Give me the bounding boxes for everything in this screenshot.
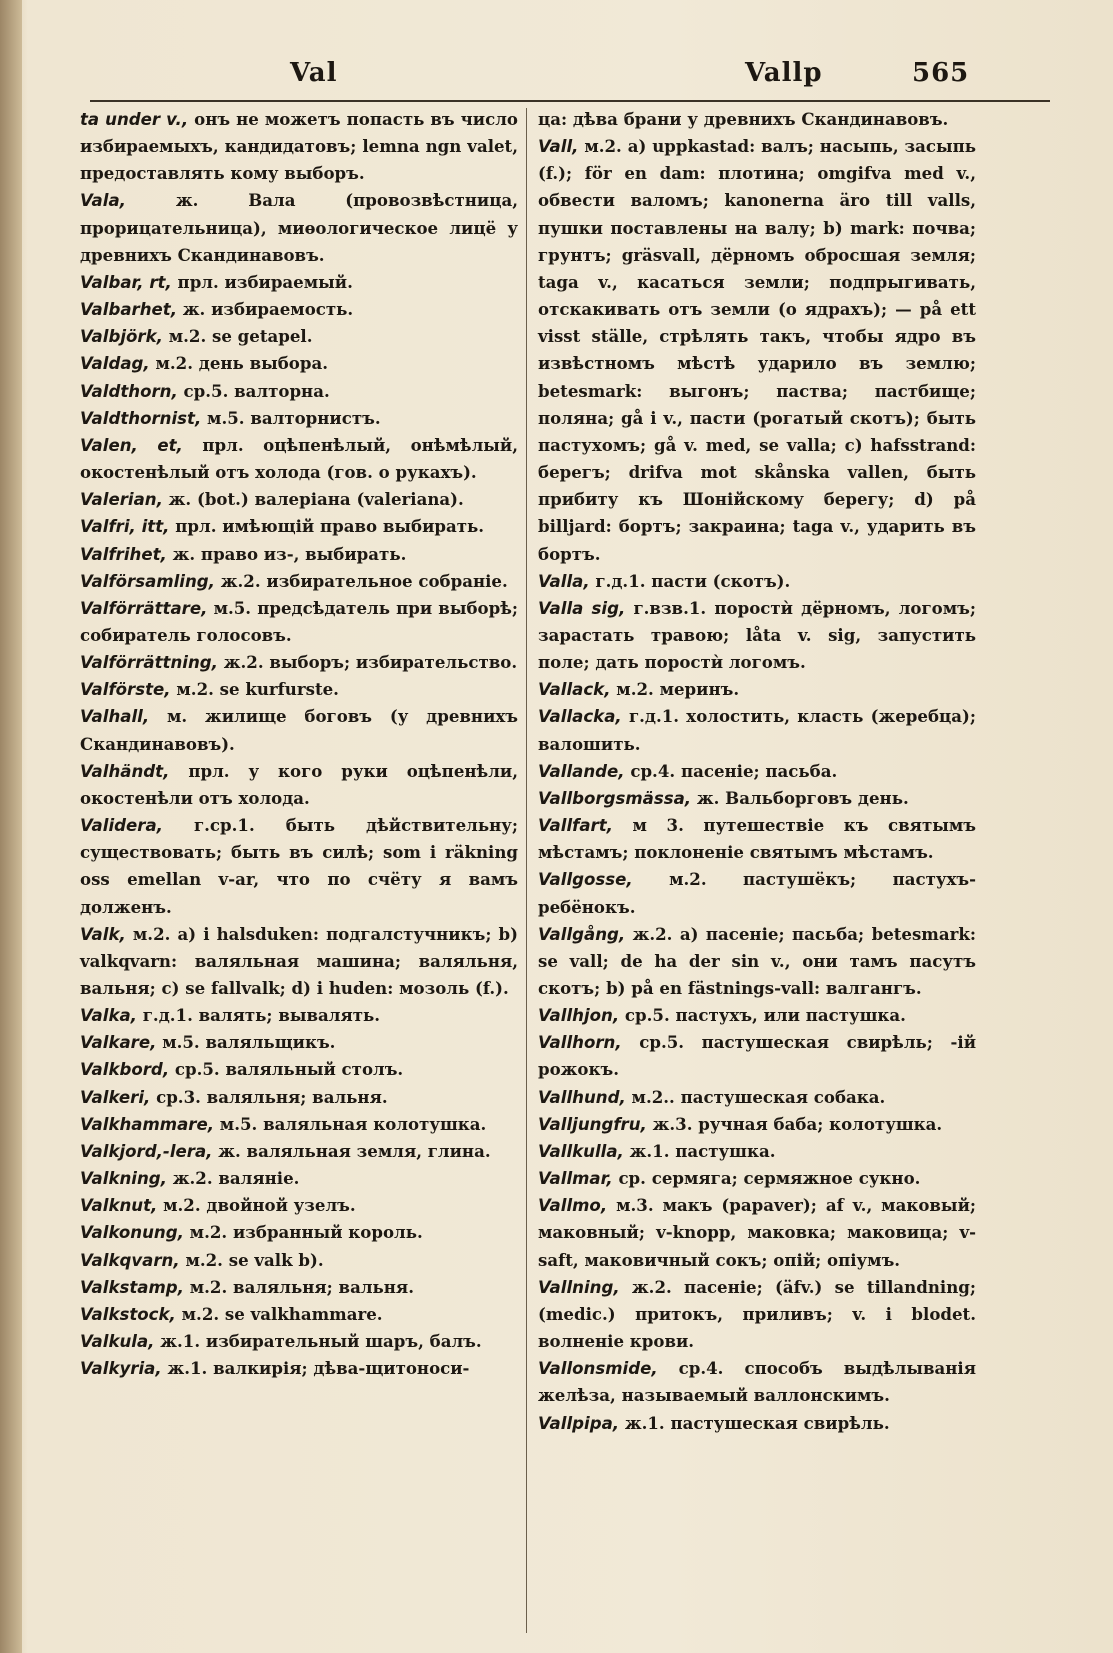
dictionary-entry — [538, 703, 976, 757]
dictionary-entry — [80, 1328, 518, 1355]
definition: ж. право из-, выбирать. — [166, 543, 407, 564]
definition: прл. избираемый. — [171, 271, 353, 292]
definition: ж. избираемость. — [177, 299, 354, 320]
headword: Valkyria, — [80, 1359, 162, 1379]
dictionary-entry — [80, 703, 518, 757]
dictionary-entry — [80, 106, 518, 187]
headword: Valfri, itt, — [80, 517, 170, 537]
dictionary-entry — [538, 568, 976, 595]
dictionary-entry — [538, 1410, 976, 1437]
headword: Valkstock, — [80, 1304, 176, 1324]
headword: Valljungfru, — [538, 1114, 647, 1134]
definition: г.д.1. пасти (скотъ). — [589, 570, 791, 591]
dictionary-entry — [80, 513, 518, 540]
definition: ж. Вальборговъ день. — [691, 787, 909, 808]
headword: Valkstamp, — [80, 1277, 184, 1297]
definition: м.2. se kurfurste. — [170, 679, 339, 700]
definition: прл. оцѣпенѣлый, онѣмѣлый, окостенѣлый отъ холода (гов. о рукахъ). — [80, 434, 518, 483]
headword: Valbjörk, — [80, 327, 163, 347]
right-column — [538, 106, 976, 1437]
definition: ж. валяльная земля, глина. — [212, 1140, 491, 1161]
dictionary-entry — [80, 1247, 518, 1274]
headword: Valkula, — [80, 1332, 155, 1352]
headword: Valka, — [80, 1006, 137, 1026]
dictionary-entry — [80, 541, 518, 568]
headword: Vala, — [80, 191, 126, 211]
definition: м.2. двойной узелъ. — [157, 1195, 356, 1216]
definition: м.2.. пастушеская собака. — [625, 1086, 886, 1107]
definition: ж.2. a) пасеніе; пасьба; betesmark: se vall; de ha der sin v., они тамъ пасутъ скотъ; b) på en fästnings-vall: валгангъ. — [538, 923, 976, 998]
definition: ж.1. избирательный шаръ, балъ. — [154, 1331, 482, 1352]
definition: м.3. макъ (papaver); af v., маковый; маковный; v-knopp, маковка; маковица; v-saft, маковичный сокъ; опій; опіумъ. — [538, 1195, 976, 1270]
dictionary-entry — [538, 133, 976, 568]
definition: м.2. se getapel. — [162, 326, 313, 347]
headword: ta under v., — [80, 110, 189, 129]
dictionary-entry — [538, 1111, 976, 1138]
book-spine-shadow — [0, 0, 22, 1653]
dictionary-entry — [538, 1192, 976, 1273]
definition: м.2. валяльня; вальня. — [183, 1276, 414, 1297]
definition: ж. Вала (провозвѣстница, прорицательница), миѳологическое лицё у древнихъ Скандинавовъ. — [80, 190, 518, 265]
headword: Valla sig, — [538, 598, 626, 618]
headword: Vallhjon, — [538, 1006, 620, 1026]
dictionary-entry — [80, 350, 518, 377]
definition: ср.3. валяльня; вальня. — [150, 1086, 388, 1107]
definition: ж.2. пасеніе; (äfv.) se tillandning; (medic.) притокъ, приливъ; v. i blodet. волненіе крови. — [538, 1276, 976, 1352]
definition: м.5. валторнистъ. — [201, 407, 381, 428]
definition: ж.1. валкирія; дѣва-щитоноси- — [161, 1358, 470, 1379]
left-column — [80, 106, 518, 1382]
headword: Vallkulla, — [538, 1141, 624, 1161]
dictionary-entry — [80, 1084, 518, 1111]
headword: Vallgång, — [538, 924, 626, 944]
definition: м.2. a) i halsduken: подгалстучникъ; b) valkqvarn: валяльная машина; валяльня, вальня; c) se fallvalk; d) i huden: мозоль (f.). — [80, 923, 518, 998]
dictionary-entry — [80, 1029, 518, 1056]
dictionary-entry — [538, 812, 976, 866]
dictionary-entry — [538, 1084, 976, 1111]
definition: м.2. меринъ. — [610, 679, 740, 700]
dictionary-entry — [538, 785, 976, 812]
headword: Vallmar, — [538, 1169, 613, 1189]
definition: ж.2. валяніе. — [166, 1168, 300, 1189]
definition: ср.5. пастухъ, или пастушка. — [619, 1005, 906, 1026]
headword: Valk, — [80, 924, 126, 944]
dictionary-entry — [80, 432, 518, 486]
dictionary-entry — [80, 486, 518, 513]
definition: м.2. a) uppkastad: валъ; насыпь, засыпь (f.); för en dam: плотина; omgifva med v., обвести валомъ; kanonerna äro till valls, пушки поставлены на валу; b) mark: почва; грунтъ; gräsvall, дёрномъ обросшая земля; taga v., касаться земли; подпрыгивать, отскакивать отъ земли (о ядрахъ); — på ett visst ställe, стрѣлять такъ, чтобы ядро въ извѣстномъ мѣстѣ ударило въ землю; betesmark: выгонъ; паства; пастбище; поляна; gå i v., пасти (рогатый скотъ); быть пастухомъ; gå v. med, se valla; c) hafsstrand: берегъ; drifva mot skånska vallen, быть прибиту къ Шонійскому берегу; d) på billjard: бортъ; закраина; taga v., ударить въ бортъ. — [538, 136, 976, 564]
headword: Valförrättning, — [80, 653, 218, 673]
headword: Valkare, — [80, 1033, 157, 1053]
headword: Vallhund, — [538, 1087, 626, 1107]
running-head-left: Val — [290, 58, 338, 88]
headword: Valkning, — [80, 1169, 167, 1189]
definition: ср.5. валяльный столъ. — [169, 1059, 404, 1080]
headword: Vallfart, — [538, 816, 613, 836]
headword: Vallonsmide, — [538, 1359, 658, 1379]
header-rule — [90, 100, 1050, 102]
headword: Vallhorn, — [538, 1033, 622, 1053]
dictionary-entry — [538, 921, 976, 1002]
definition: ж.3. ручная баба; колотушка. — [646, 1113, 943, 1134]
dictionary-entry — [538, 1138, 976, 1165]
definition: м 3. путешествіе къ святымъ мѣстамъ; поклоненіе святымъ мѣстамъ. — [538, 815, 976, 863]
dictionary-entry — [80, 1219, 518, 1246]
headword: Vallning, — [538, 1277, 620, 1297]
definition: прл. имѣющій право выбирать. — [169, 516, 485, 537]
dictionary-entry — [80, 1192, 518, 1219]
definition: прл. у кого руки оцѣпенѣли, окостенѣли отъ холода. — [80, 760, 518, 808]
headword: Vallmo, — [538, 1196, 608, 1216]
dictionary-entry — [80, 1355, 518, 1382]
dictionary-entry — [538, 595, 976, 676]
definition: м.2. se valk b). — [179, 1249, 324, 1270]
definition: м.5. валяльщикъ. — [156, 1032, 336, 1053]
definition: ца: дѣва брани у древнихъ Скандинавовъ. — [538, 109, 949, 129]
headword: Valla, — [538, 571, 590, 591]
dictionary-entry — [538, 106, 976, 133]
definition: ж. (bot.) валеріана (valeriana). — [162, 489, 464, 510]
definition: онъ не можетъ попасть въ число избираемыхъ, кандидатовъ; lemna ngn valet, предоставлять кому выборъ. — [80, 109, 518, 184]
headword: Valdag, — [80, 354, 150, 374]
definition: ж.1. пастушеская свирѣль. — [619, 1412, 890, 1433]
dictionary-entry — [80, 1274, 518, 1301]
definition: ср.5. пастушеская свирѣль; -ій рожокъ. — [538, 1032, 976, 1080]
dictionary-entry — [80, 378, 518, 405]
dictionary-entry — [80, 405, 518, 432]
definition: г.взв.1. поростѝ дёрномъ, логомъ; зарастать травою; låta v. sig, запустить поле; дать поростѝ логомъ. — [538, 597, 976, 673]
dictionary-entry — [80, 1301, 518, 1328]
definition: м.2. пастушёкъ; пастухъ-ребёнокъ. — [538, 869, 976, 917]
definition: м.2. se valkhammare. — [175, 1303, 383, 1324]
headword: Valkbord, — [80, 1060, 170, 1080]
dictionary-entry — [80, 812, 518, 921]
dictionary-entry — [80, 1138, 518, 1165]
dictionary-entry — [80, 323, 518, 350]
definition: ср. сермяга; сермяжное сукно. — [612, 1168, 921, 1189]
headword: Vallack, — [538, 680, 611, 700]
definition: ср.4. способъ выдѣлыванія желѣза, называемый валлонскимъ. — [538, 1358, 976, 1406]
dictionary-entry — [538, 866, 976, 920]
dictionary-entry — [80, 296, 518, 323]
headword: Valhändt, — [80, 761, 170, 781]
page-number: 565 — [912, 58, 970, 88]
definition: ж.1. пастушка. — [623, 1140, 776, 1161]
headword: Valerian, — [80, 490, 163, 510]
headword: Vallacka, — [538, 707, 622, 727]
column-divider — [526, 108, 527, 1633]
definition: м.2. избранный король. — [183, 1222, 423, 1243]
headword: Valkqvarn, — [80, 1250, 180, 1270]
dictionary-entry — [80, 1165, 518, 1192]
headword: Valbar, rt, — [80, 272, 172, 292]
dictionary-entry — [538, 1002, 976, 1029]
definition: г.д.1. холостить, класть (жеребца); валошить. — [538, 706, 976, 754]
definition: ср.4. пасеніе; пасьба. — [624, 760, 838, 781]
dictionary-entry — [80, 1111, 518, 1138]
headword: Valknut, — [80, 1196, 158, 1216]
definition: ж.2. избирательное собраніе. — [214, 570, 508, 591]
running-head-right: Vallp — [745, 58, 823, 88]
headword: Valdthorn, — [80, 381, 178, 401]
dictionary-entry — [538, 1274, 976, 1355]
headword: Valförrättare, — [80, 598, 208, 618]
dictionary-entry — [80, 595, 518, 649]
definition: г.ср.1. быть дѣйствительну; существовать; быть въ силѣ; som i räkning oss emellan v-ar, что по счёту я вамъ долженъ. — [80, 815, 518, 917]
dictionary-entry — [80, 921, 518, 1002]
dictionary-entry — [538, 1165, 976, 1192]
definition: г.д.1. валять; вывалять. — [136, 1005, 381, 1026]
headword: Vallgosse, — [538, 870, 633, 890]
headword: Valkonung, — [80, 1223, 184, 1243]
headword: Vall, — [538, 137, 579, 157]
headword: Valkeri, — [80, 1087, 151, 1107]
definition: м. жилище боговъ (у древнихъ Скандинавовъ). — [80, 706, 518, 754]
headword: Vallpipa, — [538, 1413, 620, 1433]
dictionary-entry — [80, 676, 518, 703]
dictionary-entry — [80, 187, 518, 268]
headword: Valfrihet, — [80, 544, 167, 564]
dictionary-entry — [80, 1056, 518, 1083]
dictionary-entry — [538, 676, 976, 703]
headword: Valdthornist, — [80, 408, 202, 428]
dictionary-entry — [80, 568, 518, 595]
headword: Vallande, — [538, 761, 625, 781]
dictionary-entry — [538, 1029, 976, 1083]
headword: Vallborgsmässa, — [538, 788, 692, 808]
definition: ср.5. валторна. — [177, 380, 330, 401]
definition: м.5. предсѣдатель при выборѣ; собиратель голосовъ. — [80, 597, 518, 645]
definition: ж.2. выборъ; избирательство. — [217, 652, 518, 673]
headword: Validera, — [80, 816, 163, 836]
dictionary-entry — [80, 269, 518, 296]
dictionary-entry — [80, 758, 518, 812]
headword: Valen, et, — [80, 435, 183, 455]
definition: м.2. день выбора. — [149, 353, 329, 374]
definition: м.5. валяльная колотушка. — [214, 1113, 487, 1134]
headword: Valförsamling, — [80, 571, 215, 591]
dictionary-entry — [538, 758, 976, 785]
dictionary-entry — [538, 1355, 976, 1409]
dictionary-entry — [80, 1002, 518, 1029]
headword: Valförste, — [80, 680, 171, 700]
dictionary-entry — [80, 649, 518, 676]
headword: Valkhammare, — [80, 1114, 215, 1134]
headword: Valkjord,-lera, — [80, 1141, 213, 1161]
headword: Valbarhet, — [80, 300, 178, 320]
headword: Valhall, — [80, 707, 150, 727]
